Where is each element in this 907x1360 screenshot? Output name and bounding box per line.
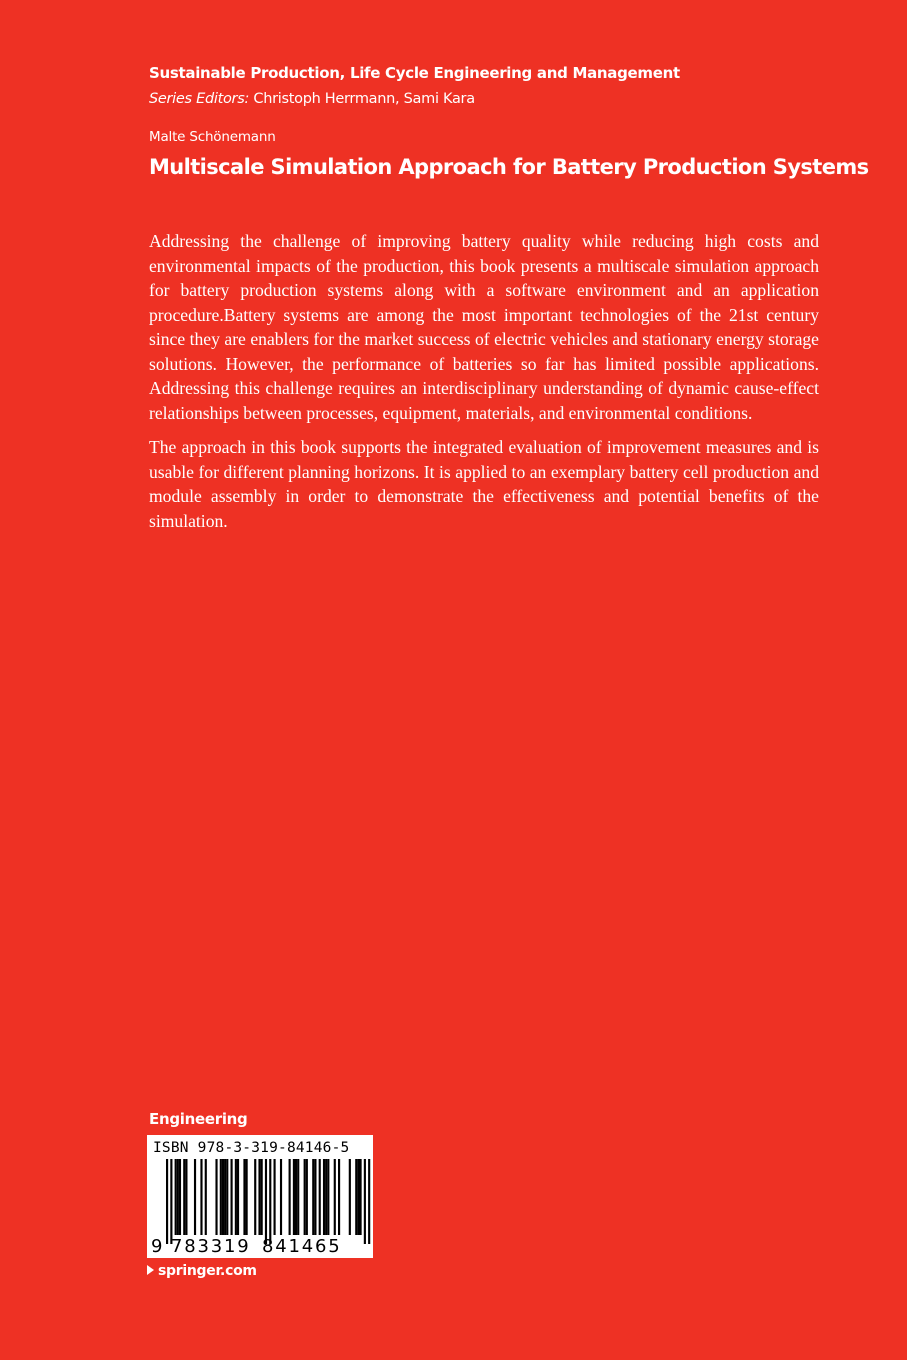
series-editors-label: Series Editors: bbox=[149, 91, 250, 107]
arrow-right-icon bbox=[147, 1265, 154, 1275]
barcode-bar bbox=[334, 1159, 336, 1235]
barcode-bar bbox=[177, 1159, 179, 1235]
description-paragraph-2: The approach in this book supports the integrated evaluation of improvement measures and is usable for different planning horizons. It is applied to an exemplary battery cell production and module assembly in order to demonstrate the effectiveness and potential benefits of the simulation. bbox=[149, 437, 819, 531]
barcode-bar bbox=[368, 1159, 370, 1244]
series-editors bbox=[149, 91, 475, 107]
isbn-number: ISBN 978-3-319-84146-5 bbox=[153, 1140, 350, 1156]
author-name: Malte Schönemann bbox=[149, 129, 276, 145]
barcode-bar bbox=[235, 1159, 237, 1235]
barcode-bar bbox=[289, 1159, 291, 1235]
barcode-bar bbox=[327, 1159, 329, 1235]
barcode-bar bbox=[246, 1159, 248, 1235]
barcode-bar bbox=[254, 1159, 256, 1235]
book-description bbox=[149, 229, 819, 543]
barcode-bar bbox=[179, 1159, 181, 1235]
barcode-bar bbox=[304, 1159, 306, 1235]
barcode-bar bbox=[319, 1159, 321, 1235]
ean-right-group: 841465 bbox=[262, 1236, 342, 1257]
barcode-bar bbox=[280, 1159, 282, 1235]
barcode-bar bbox=[325, 1159, 327, 1235]
series-title: Sustainable Production, Life Cycle Engineering and Management bbox=[149, 64, 680, 82]
barcode-bar bbox=[314, 1159, 316, 1235]
barcode-bar bbox=[237, 1159, 239, 1235]
barcode-bar bbox=[220, 1159, 222, 1235]
barcode-bar bbox=[269, 1159, 271, 1244]
barcode-bar bbox=[222, 1159, 224, 1235]
barcode-bar bbox=[274, 1159, 276, 1235]
isbn-barcode bbox=[147, 1135, 373, 1258]
barcode-bar bbox=[226, 1159, 228, 1235]
barcode-bar bbox=[265, 1159, 267, 1244]
barcode-bar bbox=[323, 1159, 325, 1235]
barcode-bar bbox=[297, 1159, 299, 1235]
barcode-bar bbox=[349, 1159, 351, 1235]
series-editors-names: Christoph Herrmann, Sami Kara bbox=[253, 91, 475, 107]
subject-category: Engineering bbox=[149, 1110, 248, 1128]
book-title: Multiscale Simulation Approach for Battery Production Systems bbox=[149, 155, 869, 179]
barcode-bar bbox=[360, 1159, 362, 1235]
barcode-bar bbox=[364, 1159, 366, 1244]
barcode-bar bbox=[205, 1159, 207, 1235]
barcode-bar bbox=[166, 1159, 168, 1244]
barcode-bar bbox=[312, 1159, 314, 1235]
barcode-bar bbox=[338, 1159, 340, 1235]
ean-left-group: 783319 bbox=[171, 1236, 251, 1257]
barcode-bar bbox=[231, 1159, 233, 1235]
description-paragraph-1: Addressing the challenge of improving battery quality while reducing high costs and environmental impacts of the production, this book presents a multiscale simulation approach for battery production systems along with a software environment and an application procedure.Battery systems are among the most important technologies of the 21st century since they are enablers for the market success of electric vehicles and stationary energy storage solutions. However, the performance of batteries so far has limited possible applications. Addressing this challenge requires an interdisciplinary understanding of dynamic cause-effect relationships between processes, equipment, materials, and environmental conditions. bbox=[149, 231, 819, 423]
barcode-bar bbox=[224, 1159, 226, 1235]
barcode-bar bbox=[185, 1159, 187, 1235]
barcode-bar bbox=[293, 1159, 295, 1235]
barcode-bar bbox=[215, 1159, 217, 1235]
barcode-bar bbox=[261, 1159, 263, 1235]
barcode-bar bbox=[243, 1159, 245, 1235]
barcode-bar bbox=[355, 1159, 357, 1235]
barcode-bar bbox=[258, 1159, 260, 1235]
barcode-bar bbox=[200, 1159, 202, 1235]
barcode-bar bbox=[295, 1159, 297, 1235]
barcode-bar bbox=[175, 1159, 177, 1235]
barcode-bar bbox=[194, 1159, 196, 1235]
barcode-bar bbox=[306, 1159, 308, 1235]
barcode-bar bbox=[170, 1159, 172, 1244]
publisher-website-link[interactable] bbox=[147, 1263, 257, 1279]
ean-first-digit: 9 bbox=[151, 1236, 163, 1257]
publisher-website-label: springer.com bbox=[158, 1263, 257, 1279]
barcode-bar bbox=[183, 1159, 185, 1235]
barcode-bar bbox=[357, 1159, 359, 1235]
